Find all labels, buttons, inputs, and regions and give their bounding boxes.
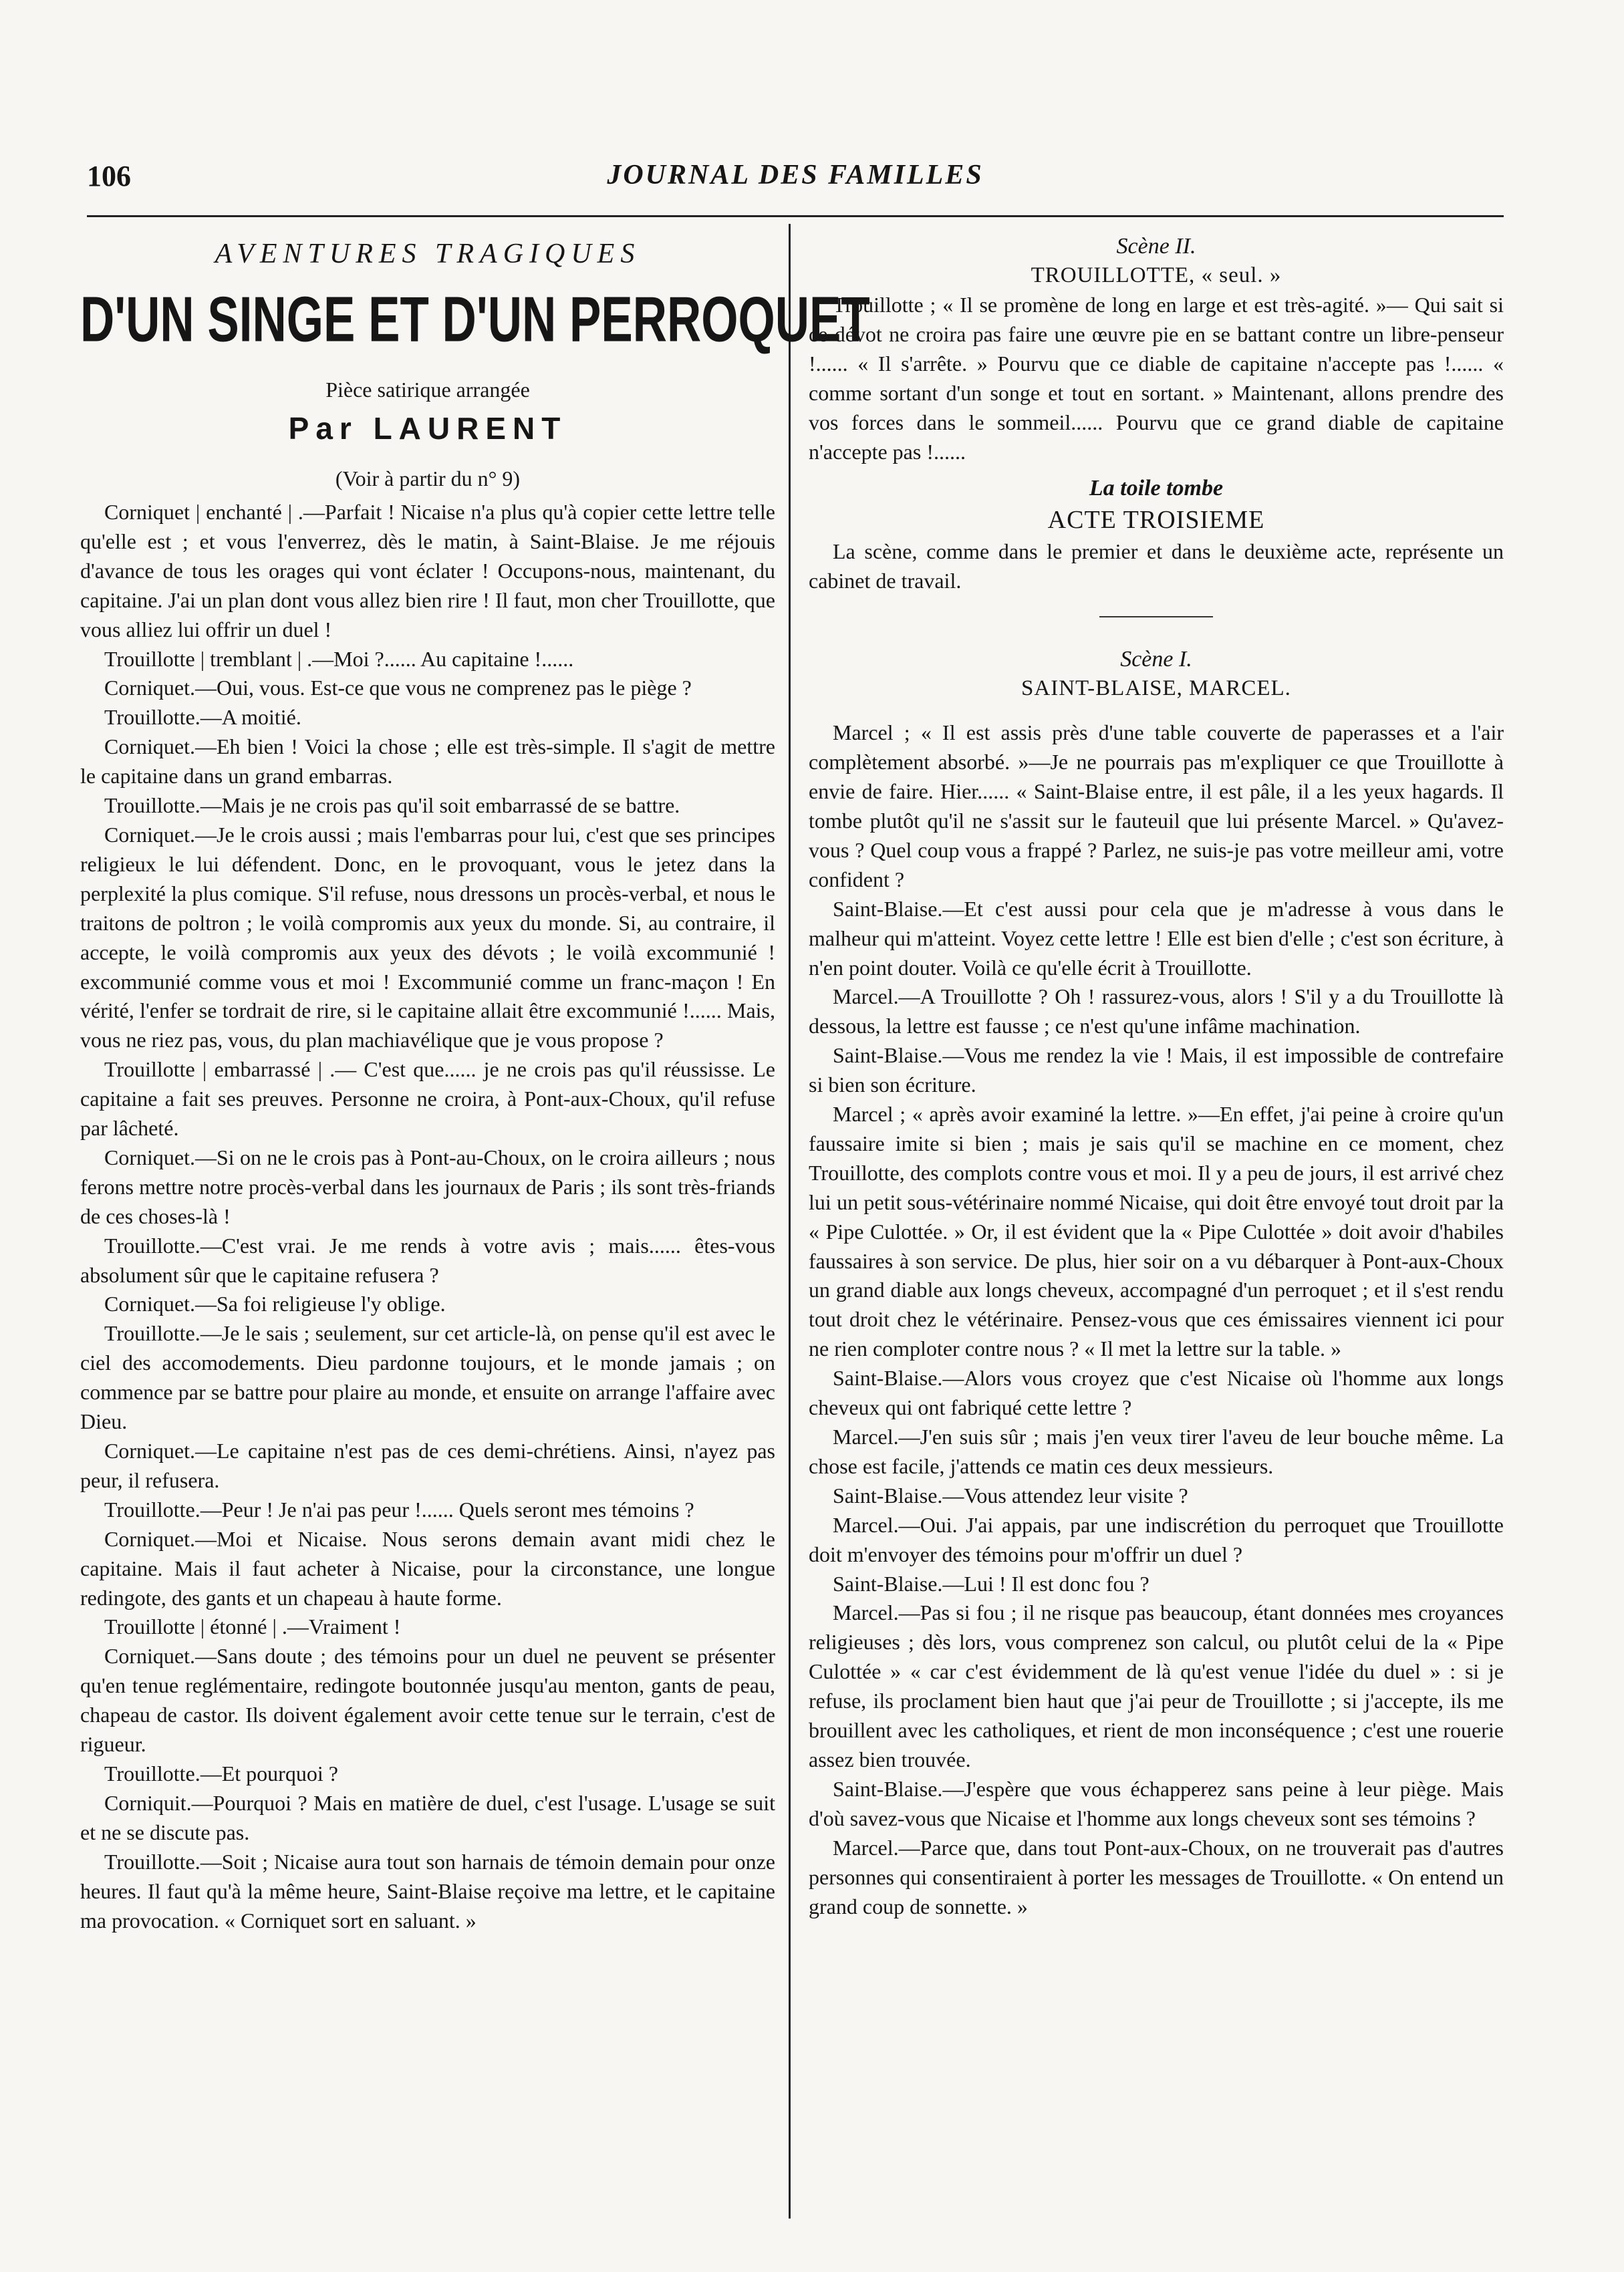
paragraph: La scène, comme dans le premier et dans le deuxième acte, représente un cabinet de travail. xyxy=(809,539,1504,593)
paragraph: Trouillotte.—Et pourquoi ? xyxy=(104,1761,338,1786)
piece-description: Pièce satirique arrangée xyxy=(325,378,530,402)
scene-characters: SAINT-BLAISE, MARCEL. xyxy=(1021,676,1291,701)
paragraph: Corniquet.—Eh bien ! Voici la chose ; elle est très-simple. Il s'agit de mettre le capitaine dans un grand embarras. xyxy=(80,734,775,789)
paragraph: Trouillotte | tremblant | .—Moi ?...... Au capitaine !...... xyxy=(104,646,574,671)
paragraph: Marcel.—A Trouillotte ? Oh ! rassurez-vous, alors ! S'il y a du Trouillotte là dessous, la lettre est fausse ; ce n'est qu'une infâme machination. xyxy=(809,984,1504,1038)
journal-title: JOURNAL DES FAMILLES xyxy=(607,160,984,190)
paragraph: Saint-Blaise.—Alors vous croyez que c'est Nicaise où l'homme aux longs cheveux qui ont fabriqué cette lettre ? xyxy=(809,1366,1504,1420)
paragraph: Saint-Blaise.—Vous attendez leur visite ? xyxy=(833,1483,1188,1508)
paragraph: Corniquet.—Je le crois aussi ; mais l'embarras pour lui, c'est que ses principes religieux le lui défendent. Donc, en le provoquant, vous le jetez dans la perplexité la plus comique. S'il refuse, nous dressons un procès-verbal, et nous le traitons de poltron ; le voilà compromis aux yeux du monde. Si, au contraire, il accepte, le voilà compromis aux yeux des dévots ; le voilà excommunié ! excommunié comme vous et moi ! Excommunié comme un franc-maçon ! En vérité, l'enfer se tordrait de rire, si le capitaine allait être excommunié !...... Mais, vous ne riez pas, vous, du plan machiavélique que je vous propose ? xyxy=(80,822,775,1052)
section-rule xyxy=(1099,616,1213,617)
paragraph: Trouillotte.—A moitié. xyxy=(104,705,301,730)
article-title: D'UN SINGE ET D'UN PERROQUET xyxy=(80,284,870,356)
spacer xyxy=(809,704,1504,718)
header-rule xyxy=(87,215,1504,217)
paragraph: Marcel ; « Il est assis près d'une table couverte de paperasses et a l'air complètement absorbé. »—Je ne pourrais pas m'expliquer ce que Trouillotte à envie de faire. Hier...... « Saint-Blaise entre, il est pâle, il a les yeux hagards. Il tombe plutôt qu'il ne s'assit sur le fauteuil que lui présente Marcel. » Qu'avez-vous ? Quel coup vous a frappé ? Parlez, ne suis-je pas votre meilleur ami, votre confident ? xyxy=(809,720,1504,891)
paragraph: Corniquet.—Sans doute ; des témoins pour un duel ne peuvent se présenter qu'en tenue reglémentaire, redingote boutonnée jusqu'au menton, gants de peau, chapeau de castor. Ils doivent également avoir cette tenue sur le terrain, c'est de rigueur. xyxy=(80,1644,775,1757)
stage-direction: La toile tombe xyxy=(1089,476,1224,501)
right-column xyxy=(809,234,1504,1921)
scene-heading: Scène I. xyxy=(1120,647,1192,672)
paragraph: Marcel.—Parce que, dans tout Pont-aux-Choux, on ne trouverait pas d'autres personnes qui consentiraient à porter les messages de Trouillotte. « On entend un grand coup de sonnette. » xyxy=(809,1835,1504,1919)
paragraph: Marcel.—Pas si fou ; il ne risque pas beaucoup, étant données mes croyances religieuses ; dès lors, vous comprenez son calcul, ou plutôt celui de la « Pipe Culottée » « car c'est évidemment de là qu'est venue l'idée du duel » : si je refuse, ils proclament bien haut que j'ai peur de Trouillotte ; si j'accepte, ils me brouillent avec les catholiques, et rient de mon inconséquence ; c'est une rouerie assez bien trouvée. xyxy=(809,1600,1504,1771)
paragraph: Trouillotte | embarrassé | .— C'est que...... je ne crois pas qu'il réussisse. Le capitaine a fait ses preuves. Personne ne croira, à Pont-aux-Choux, qu'il refuse par lâcheté. xyxy=(80,1057,775,1141)
paragraph: Corniquet | enchanté | .—Parfait ! Nicaise n'a plus qu'à copier cette lettre telle qu'elle est ; et vous l'enverrez, dès le matin, à Saint-Blaise. Je me réjouis d'avance de tous les orages qui vont éclater ! Occupons-nous, maintenant, du capitaine. J'ai un plan dont vous allez bien rire ! Il faut, mon cher Trouillotte, que vous alliez lui offrir un duel ! xyxy=(80,500,775,642)
article-subtitle: AVENTURES TRAGIQUES xyxy=(215,239,641,269)
paragraph: Trouillotte | étonné | .—Vraiment ! xyxy=(104,1614,401,1639)
paragraph: Corniquet.—Moi et Nicaise. Nous serons demain avant midi chez le capitaine. Mais il faut acheter à Nicaise, pour la circonstance, une longue redingote, des gants et un chapeau à haute forme. xyxy=(80,1526,775,1610)
column-divider xyxy=(789,224,791,2219)
paragraph: Trouillotte.—Je le sais ; seulement, sur cet article-là, on pense qu'il est avec le ciel des accomodements. Dieu pardonne toujours, et le monde jamais ; on commence par se battre pour plaire au monde, et ensuite on arrange l'affaire avec Dieu. xyxy=(80,1321,775,1434)
paragraph: Trouillotte.—Peur ! Je n'ai pas peur !...... Quels seront mes témoins ? xyxy=(104,1497,694,1522)
paragraph: Trouillotte.—Soit ; Nicaise aura tout son harnais de témoin demain pour onze heures. Il faut qu'à la même heure, Saint-Blaise reçoive ma lettre, et le capitaine ma provocation. « Corniquet sort en saluant. » xyxy=(80,1849,775,1933)
scene-characters: TROUILLOTTE, « seul. » xyxy=(1031,263,1282,287)
paragraph: Trouillotte.—Mais je ne crois pas qu'il soit embarrassé de se battre. xyxy=(104,793,680,818)
author-line: Par LAURENT xyxy=(288,411,567,446)
scene-heading: Scène II. xyxy=(1116,234,1196,259)
paragraph: Trouillotte ; « Il se promène de long en large et est très-agité. »— Qui sait si ce dévot ne croira pas faire une œuvre pie en se battant contre un libre-penseur !...... « Il s'arrête. » Pourvu que ce diable de capitaine n'accepte pas !...... « comme sortant d'un songe et tout en sortant. » Maintenant, allons prendre des vos forces dans le sommeil...... Pourvu que ce grand diable de capitaine n'accepte pas !...... xyxy=(809,293,1504,464)
left-column xyxy=(80,234,870,1935)
paragraph: Marcel ; « après avoir examiné la lettre. »—En effet, j'ai peine à croire qu'un faussaire imite si bien ; mais je sais qu'il se machine en ce moment, chez Trouillotte, des complots contre vous et moi. Il y a peu de jours, il est arrivé chez lui un petit sous-vétérinaire nommé Nicaise, qui doit être envoyé tout droit par la « Pipe Culottée. » Or, il est évident que la « Pipe Culottée » doit avoir d'habiles faussaires à son service. De plus, hier soir on a vu débarquer à Pont-aux-Choux un grand diable aux longs cheveux, accompagné d'un perroquet ; et il s'est rendu tout droit chez le vétérinaire. Pensez-vous que ces émissaires viennent ici pour ne rien comploter contre nous ? « Il met la lettre sur la table. » xyxy=(809,1102,1504,1361)
paragraph: Saint-Blaise.—J'espère que vous échapperez sans peine à leur piège. Mais d'où savez-vous que Nicaise et l'homme aux longs cheveux sont ses témoins ? xyxy=(809,1776,1504,1830)
paragraph: Trouillotte.—C'est vrai. Je me rends à votre avis ; mais...... êtes-vous absolument sûr que le capitaine refusera ? xyxy=(80,1233,775,1287)
paragraph: Corniquet.—Le capitaine n'est pas de ces demi-chrétiens. Ainsi, n'ayez pas peur, il refusera. xyxy=(80,1439,775,1492)
page-number: 106 xyxy=(87,160,131,192)
running-head xyxy=(87,159,1504,206)
paragraph: Marcel.—J'en suis sûr ; mais j'en veux tirer l'aveu de leur bouche même. La chose est facile, j'attends ce matin ces deux messieurs. xyxy=(809,1425,1504,1478)
see-reference: (Voir à partir du n° 9) xyxy=(335,466,521,490)
paragraph: Corniquet.—Sa foi religieuse l'y oblige. xyxy=(104,1292,446,1316)
paragraph: Corniquit.—Pourquoi ? Mais en matière de duel, c'est l'usage. L'usage se suit et ne se discute pas. xyxy=(80,1790,775,1844)
paragraph: Corniquet.—Si on ne le crois pas à Pont-au-Choux, on le croira ailleurs ; nous ferons mettre notre procès-verbal dans les journaux de Paris ; ils sont très-friands de ces choses-là ! xyxy=(80,1145,775,1228)
paragraph: Saint-Blaise.—Et c'est aussi pour cela que je m'adresse à vous dans le malheur qui m'atteint. Voyez cette lettre ! Elle est bien d'elle ; c'est son écriture, à n'en point douter. Voilà ce qu'elle écrit à Trouillotte. xyxy=(809,896,1504,980)
paragraph: Saint-Blaise.—Lui ! Il est donc fou ? xyxy=(833,1571,1149,1596)
paragraph: Corniquet.—Oui, vous. Est-ce que vous ne comprenez pas le piège ? xyxy=(104,676,692,700)
paragraph: Saint-Blaise.—Vous me rendez la vie ! Mais, il est impossible de contrefaire si bien son écriture. xyxy=(809,1043,1504,1097)
paragraph: Marcel.—Oui. J'ai appais, par une indiscrétion du perroquet que Trouillotte doit m'envoyer des témoins pour m'offrir un duel ? xyxy=(809,1512,1504,1566)
act-heading: ACTE TROISIEME xyxy=(1047,506,1265,535)
